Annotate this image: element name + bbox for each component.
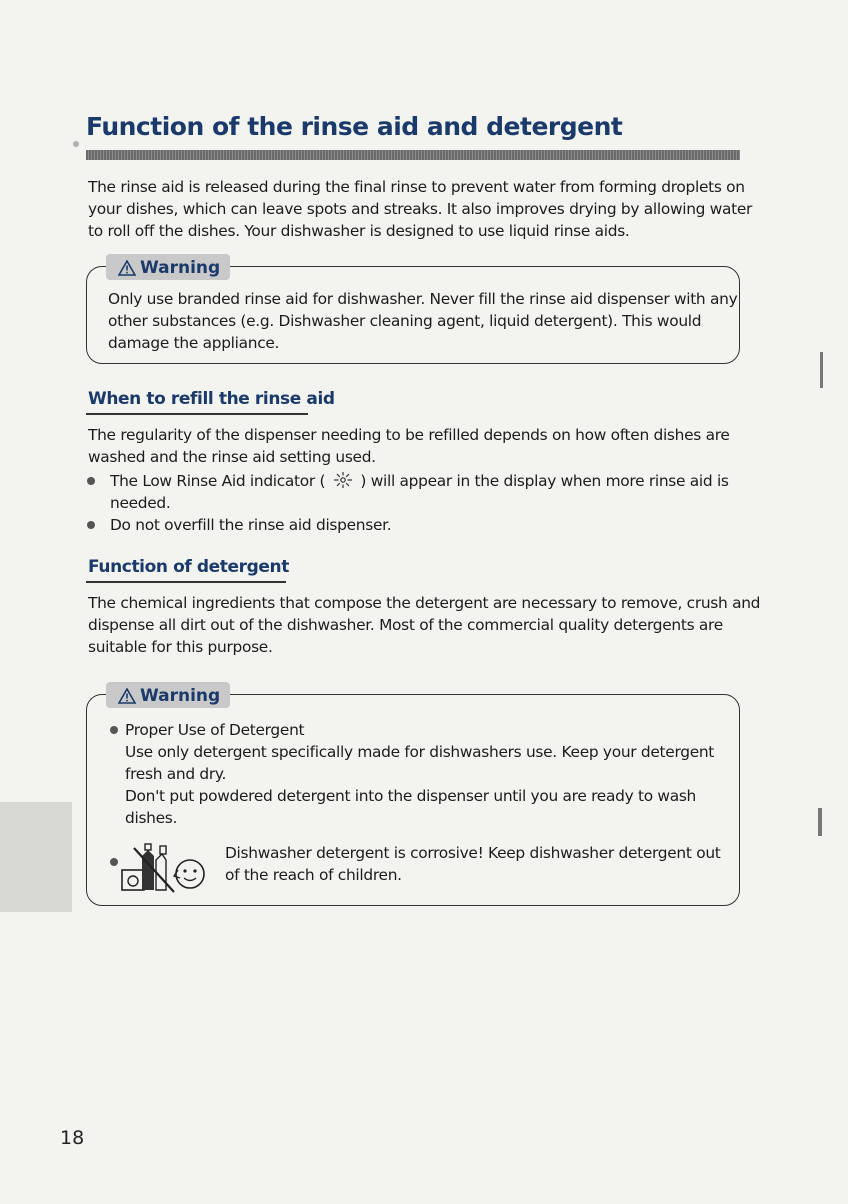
warning-triangle-icon xyxy=(118,688,136,704)
refill-bullet-1-text: The Low Rinse Aid indicator ( xyxy=(110,472,326,490)
refill-line: washed and the rinse aid setting used. xyxy=(88,448,376,466)
warning2-item1-line: Don't put powdered detergent into the dispenser until you are ready to wash xyxy=(125,787,697,805)
title-dot xyxy=(73,141,79,147)
edge-scrap xyxy=(820,352,823,388)
refill-heading-rule xyxy=(86,413,308,415)
detergent-line: The chemical ingredients that compose the detergent are necessary to remove, crush and xyxy=(88,594,761,612)
warning2-item2-line: Dishwasher detergent is corrosive! Keep dishwasher detergent out xyxy=(225,844,721,862)
refill-bullet-1-line2: needed. xyxy=(110,494,171,512)
refill-bullet-2: Do not overfill the rinse aid dispenser. xyxy=(110,516,392,534)
refill-bullet-1 xyxy=(110,470,729,495)
warning2-item2-line: of the reach of children. xyxy=(225,866,402,884)
refill-line: The regularity of the dispenser needing to be refilled depends on how often dishes are xyxy=(88,426,730,444)
warning1-line: damage the appliance. xyxy=(108,334,280,352)
bullet-dot xyxy=(110,726,118,734)
refill-bullet-1-text-cont: ) will appear in the display when more rinse aid is xyxy=(360,472,729,490)
detergent-line: suitable for this purpose. xyxy=(88,638,273,656)
warning1-text xyxy=(108,288,737,354)
detergent-line: dispense all dirt out of the dishwasher. Most of the commercial quality detergents are xyxy=(88,616,723,634)
warning-label-tab xyxy=(106,254,230,280)
warning2-item1 xyxy=(125,719,714,829)
child-detergent-icon xyxy=(116,840,212,898)
side-shade-tab xyxy=(0,802,72,912)
warning1-line: other substances (e.g. Dishwasher cleaning agent, liquid detergent). This would xyxy=(108,312,702,330)
warning1-line: Only use branded rinse aid for dishwasher. Never fill the rinse aid dispenser with any xyxy=(108,290,738,308)
page-title: Function of the rinse aid and detergent xyxy=(86,112,623,141)
intro-line: your dishes, which can leave spots and streaks. It also improves drying by allowing water xyxy=(88,200,753,218)
detergent-heading: Function of detergent xyxy=(88,557,289,577)
warning2-item1-line: Use only detergent specifically made for dishwashers use. Keep your detergent xyxy=(125,743,715,761)
detergent-paragraph xyxy=(88,592,760,658)
warning-triangle-icon xyxy=(118,260,136,276)
warning2-item1-line: fresh and dry. xyxy=(125,765,227,783)
title-rule xyxy=(86,150,740,160)
bullet-dot xyxy=(87,521,95,529)
intro-paragraph xyxy=(88,176,752,242)
refill-heading: When to refill the rinse aid xyxy=(88,389,335,409)
warning2-item1-title: Proper Use of Detergent xyxy=(125,721,305,739)
intro-line: The rinse aid is released during the final rinse to prevent water from forming droplets on xyxy=(88,178,745,196)
warning2-item1-line: dishes. xyxy=(125,809,178,827)
warning-label: Warning xyxy=(140,258,221,278)
detergent-heading-rule xyxy=(86,581,286,583)
refill-paragraph xyxy=(88,424,730,468)
warning-label-tab xyxy=(106,682,230,708)
warning-label: Warning xyxy=(140,686,221,706)
warning2-item2 xyxy=(225,842,721,886)
page-number: 18 xyxy=(60,1127,85,1149)
rinse-aid-indicator-icon xyxy=(332,471,354,495)
intro-line: to roll off the dishes. Your dishwasher is designed to use liquid rinse aids. xyxy=(88,222,630,240)
bullet-dot xyxy=(87,477,95,485)
edge-scrap xyxy=(818,808,822,836)
